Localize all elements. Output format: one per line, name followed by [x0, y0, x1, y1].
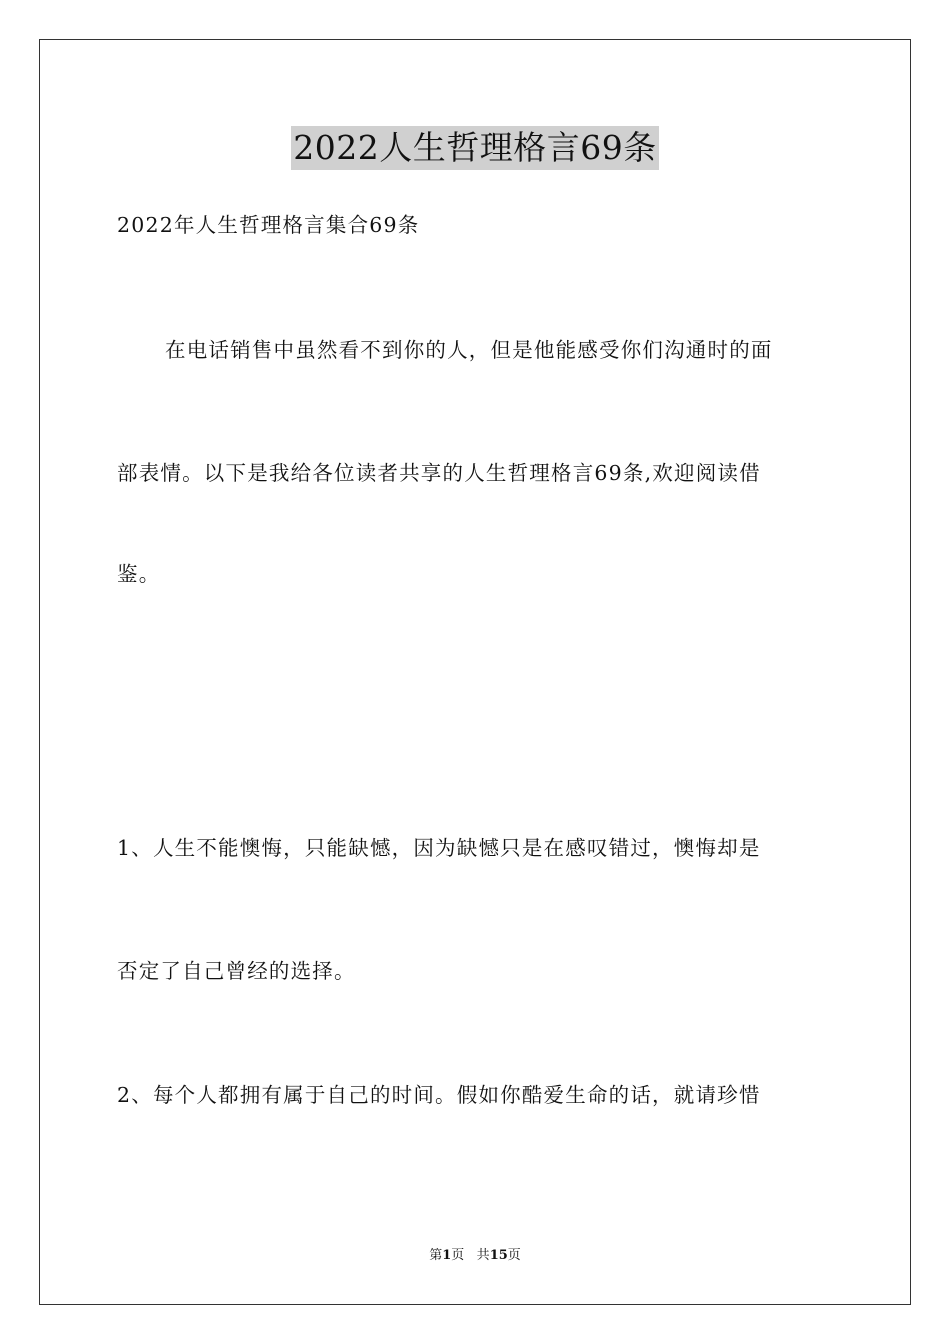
intro-line-2: 部表情。以下是我给各位读者共享的人生哲理格言69条,欢迎阅读借 [117, 461, 761, 485]
title-wrap [0, 126, 950, 170]
intro-line-1: 在电话销售中虽然看不到你的人，但是他能感受你们沟通时的面 [165, 338, 773, 362]
footer-page-number: 1 [442, 1248, 452, 1263]
footer-total-suffix: 页 [507, 1248, 521, 1263]
item-1-line-1: 1、人生不能懊悔，只能缺憾，因为缺憾只是在感叹错过，懊悔却是 [117, 836, 761, 860]
item-1-line-2: 否定了自己曾经的选择。 [117, 959, 356, 983]
footer-page-suffix: 页 [451, 1248, 465, 1263]
document-title: 2022人生哲理格言69条 [291, 126, 658, 170]
footer-total-pages: 15 [489, 1248, 508, 1263]
item-2-line-1: 2、每个人都拥有属于自己的时间。假如你酷爱生命的话，就请珍惜 [117, 1083, 761, 1107]
page-footer [0, 1247, 950, 1265]
footer-total-prefix: 共 [476, 1248, 490, 1263]
intro-line-3: 鉴。 [117, 562, 161, 586]
footer-page-prefix: 第 [429, 1248, 443, 1263]
document-subtitle: 2022年人生哲理格言集合69条 [117, 213, 420, 237]
